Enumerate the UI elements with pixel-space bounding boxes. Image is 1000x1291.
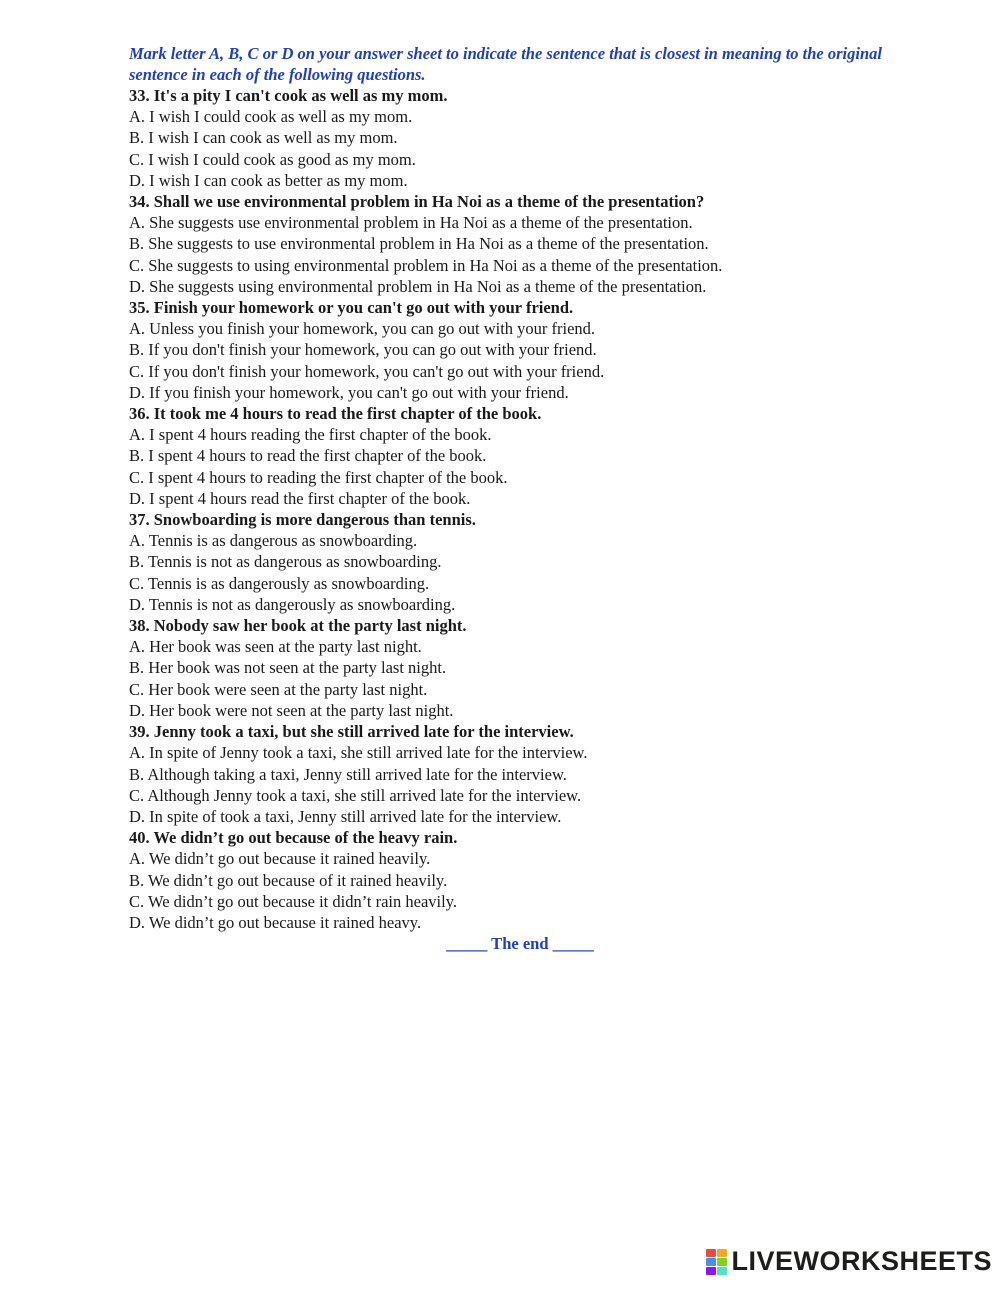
answer-option-a: A. I wish I could cook as well as my mom.: [129, 107, 413, 127]
question-block: [129, 721, 929, 827]
answer-option-c: C. She suggests to using environmental problem in Ha Noi as a theme of the presentation.: [129, 255, 723, 275]
answer-option-a: A. She suggests use environmental problem in Ha Noi as a theme of the presentation.: [129, 213, 693, 233]
answer-option-b: B. Although taking a taxi, Jenny still arrived late for the interview.: [129, 764, 567, 784]
logo-tile: [717, 1249, 727, 1257]
question-list: [129, 85, 929, 933]
answer-option-c: C. If you don't finish your homework, you can't go out with your friend.: [129, 361, 605, 381]
answer-option-b: B. Tennis is not as dangerous as snowboarding.: [129, 552, 442, 572]
answer-option-d: D. She suggests using environmental problem in Ha Noi as a theme of the presentation.: [129, 276, 707, 296]
answer-option-a: A. We didn’t go out because it rained heavily.: [129, 849, 431, 869]
answer-option-b: B. She suggests to use environmental problem in Ha Noi as a theme of the presentation.: [129, 234, 709, 254]
answer-option-a: A. Unless you finish your homework, you can go out with your friend.: [129, 319, 596, 339]
question-stem: 38. Nobody saw her book at the party last night.: [129, 616, 467, 636]
worksheet-page: [129, 43, 929, 954]
brand-name: LIVEWORKSHEETS: [731, 1246, 992, 1276]
question-stem: 34. Shall we use environmental problem in Ha Noi as a theme of the presentation?: [129, 192, 705, 212]
answer-option-c: C. I wish I could cook as good as my mom.: [129, 149, 416, 169]
question-stem: 37. Snowboarding is more dangerous than tennis.: [129, 510, 476, 530]
answer-option-d: D. If you finish your homework, you can't go out with your friend.: [129, 382, 569, 402]
question-block: [129, 509, 929, 615]
answer-option-d: D. Her book were not seen at the party last night.: [129, 700, 454, 720]
question-block: [129, 827, 929, 933]
instructions: Mark letter A, B, C or D on your answer sheet to indicate the sentence that is closest in meaning to the original sentence in each of the following questions.: [129, 44, 882, 84]
question-stem: 36. It took me 4 hours to read the first chapter of the book.: [129, 404, 542, 424]
question-stem: 35. Finish your homework or you can't go out with your friend.: [129, 298, 574, 318]
logo-tile: [717, 1267, 727, 1275]
question-block: [129, 403, 929, 509]
answer-option-c: C. Tennis is as dangerously as snowboarding.: [129, 573, 430, 593]
question-stem: 33. It's a pity I can't cook as well as my mom.: [129, 86, 448, 105]
answer-option-b: B. I spent 4 hours to read the first chapter of the book.: [129, 446, 487, 466]
answer-option-b: B. We didn’t go out because of it rained heavily.: [129, 870, 448, 890]
answer-option-c: C. We didn’t go out because it didn’t rain heavily.: [129, 891, 458, 911]
the-end-marker: _____ The end _____: [446, 934, 594, 954]
answer-option-d: D. In spite of took a taxi, Jenny still arrived late for the interview.: [129, 806, 562, 826]
answer-option-d: D. We didn’t go out because it rained heavy.: [129, 912, 422, 932]
question-block: [129, 297, 929, 403]
logo-tile: [706, 1258, 716, 1266]
answer-option-a: A. In spite of Jenny took a taxi, she still arrived late for the interview.: [129, 743, 588, 763]
answer-option-a: A. I spent 4 hours reading the first chapter of the book.: [129, 425, 492, 445]
question-block: [129, 191, 929, 297]
answer-option-d: D. Tennis is not as dangerously as snowboarding.: [129, 594, 456, 614]
answer-option-a: A. Tennis is as dangerous as snowboarding.: [129, 531, 418, 551]
question-stem: 39. Jenny took a taxi, but she still arrived late for the interview.: [129, 722, 574, 742]
liveworksheets-logo-icon: [706, 1249, 727, 1275]
question-stem: 40. We didn’t go out because of the heavy rain.: [129, 828, 458, 848]
answer-option-d: D. I spent 4 hours read the first chapter of the book.: [129, 488, 471, 508]
answer-option-b: B. I wish I can cook as well as my mom.: [129, 128, 398, 148]
answer-option-c: C. Although Jenny took a taxi, she still arrived late for the interview.: [129, 785, 582, 805]
answer-option-b: B. Her book was not seen at the party last night.: [129, 658, 447, 678]
answer-option-c: C. Her book were seen at the party last night.: [129, 679, 428, 699]
logo-tile: [706, 1249, 716, 1257]
question-block: [129, 615, 929, 721]
answer-option-c: C. I spent 4 hours to reading the first chapter of the book.: [129, 467, 508, 487]
liveworksheets-footer: [706, 1246, 992, 1277]
answer-option-d: D. I wish I can cook as better as my mom.: [129, 170, 408, 190]
logo-tile: [706, 1267, 716, 1275]
answer-option-a: A. Her book was seen at the party last night.: [129, 637, 422, 657]
answer-option-b: B. If you don't finish your homework, you can go out with your friend.: [129, 340, 597, 360]
question-block: [129, 85, 929, 191]
logo-tile: [717, 1258, 727, 1266]
